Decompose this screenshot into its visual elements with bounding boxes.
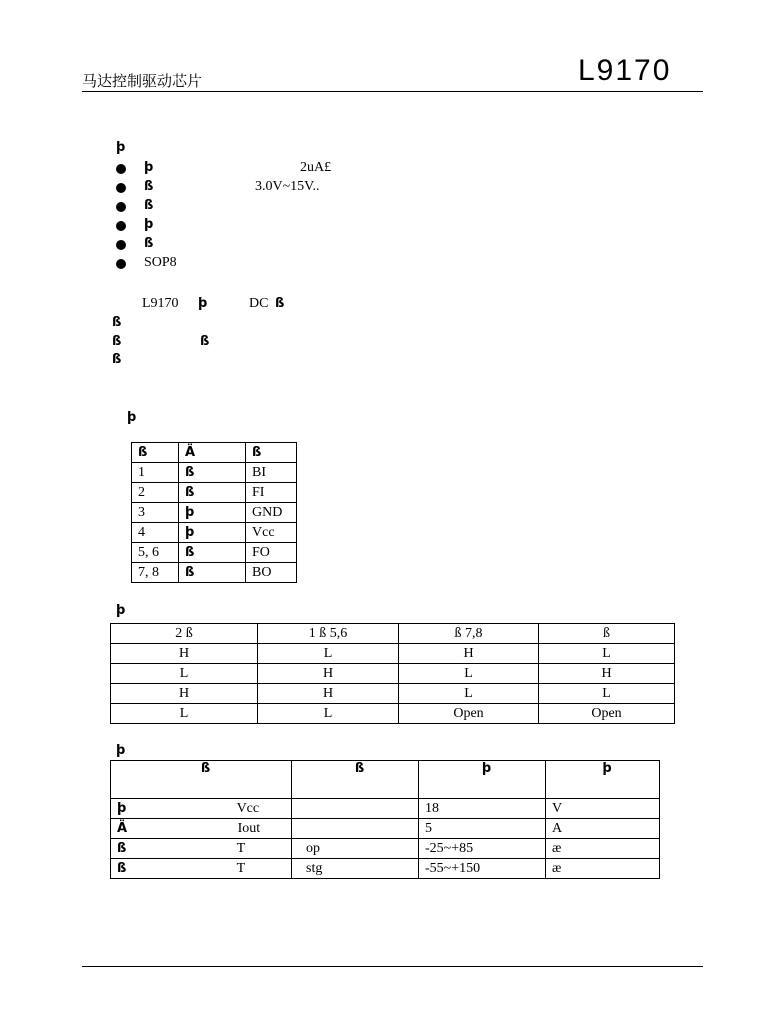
table-row: H H L L (111, 684, 675, 704)
absmax-heading: þ (116, 743, 123, 758)
features-heading: þ (116, 140, 123, 155)
description-line: ß (112, 334, 119, 349)
bullet-icon (116, 202, 126, 212)
table-row: þ Vcc 18 V (111, 799, 660, 819)
description-line: ß (200, 334, 207, 349)
pin-table (131, 442, 297, 583)
feature-item: þ 2uA£ (116, 160, 516, 179)
bullet-icon (116, 183, 126, 193)
feature-item: ß 3.0V~15V.. (116, 179, 516, 198)
table-row: ß T op -25~+85 æ (111, 839, 660, 859)
description-line: ß (112, 352, 119, 367)
bullet-icon (116, 240, 126, 250)
table-row: 3 þ GND (132, 503, 297, 523)
table-header-row: 2 ß 1 ß 5,6 ß 7,8 ß (111, 624, 675, 644)
table-row: 1 ß BI (132, 463, 297, 483)
table-row: Ä Iout 5 A (111, 819, 660, 839)
feature-item: þ (116, 217, 516, 236)
bullet-icon (116, 221, 126, 231)
description-glyph: þ (198, 296, 205, 311)
truth-heading: þ (116, 603, 123, 618)
table-row: H L H L (111, 644, 675, 664)
table-row: 7, 8 ß BO (132, 563, 297, 583)
description-dc: DC (249, 296, 269, 311)
absmax-table (110, 760, 660, 879)
feature-item: ß (116, 198, 516, 217)
table-row: L H L H (111, 664, 675, 684)
feature-item: SOP8 (116, 255, 516, 274)
header-divider (82, 91, 703, 92)
table-row: 2 ß FI (132, 483, 297, 503)
description-glyph: ß (275, 296, 282, 311)
table-row: ß T stg -55~+150 æ (111, 859, 660, 879)
bullet-icon (116, 164, 126, 174)
pin-heading: þ (127, 410, 134, 425)
description-line: ß (112, 315, 119, 330)
table-row: 5, 6 ß FO (132, 543, 297, 563)
table-row: L L Open Open (111, 704, 675, 724)
feature-item: ß (116, 236, 516, 255)
truth-table (110, 623, 675, 724)
bullet-icon (116, 259, 126, 269)
table-header-row: ß Ä ß (132, 443, 297, 463)
model-number: L9170 (578, 54, 672, 87)
table-header-row: ß ß þ þ (111, 761, 660, 799)
table-row: 4 þ Vcc (132, 523, 297, 543)
description-model: L9170 (142, 296, 179, 311)
footer-divider (82, 966, 703, 967)
page-title: 马达控制驱动芯片 (82, 72, 203, 90)
